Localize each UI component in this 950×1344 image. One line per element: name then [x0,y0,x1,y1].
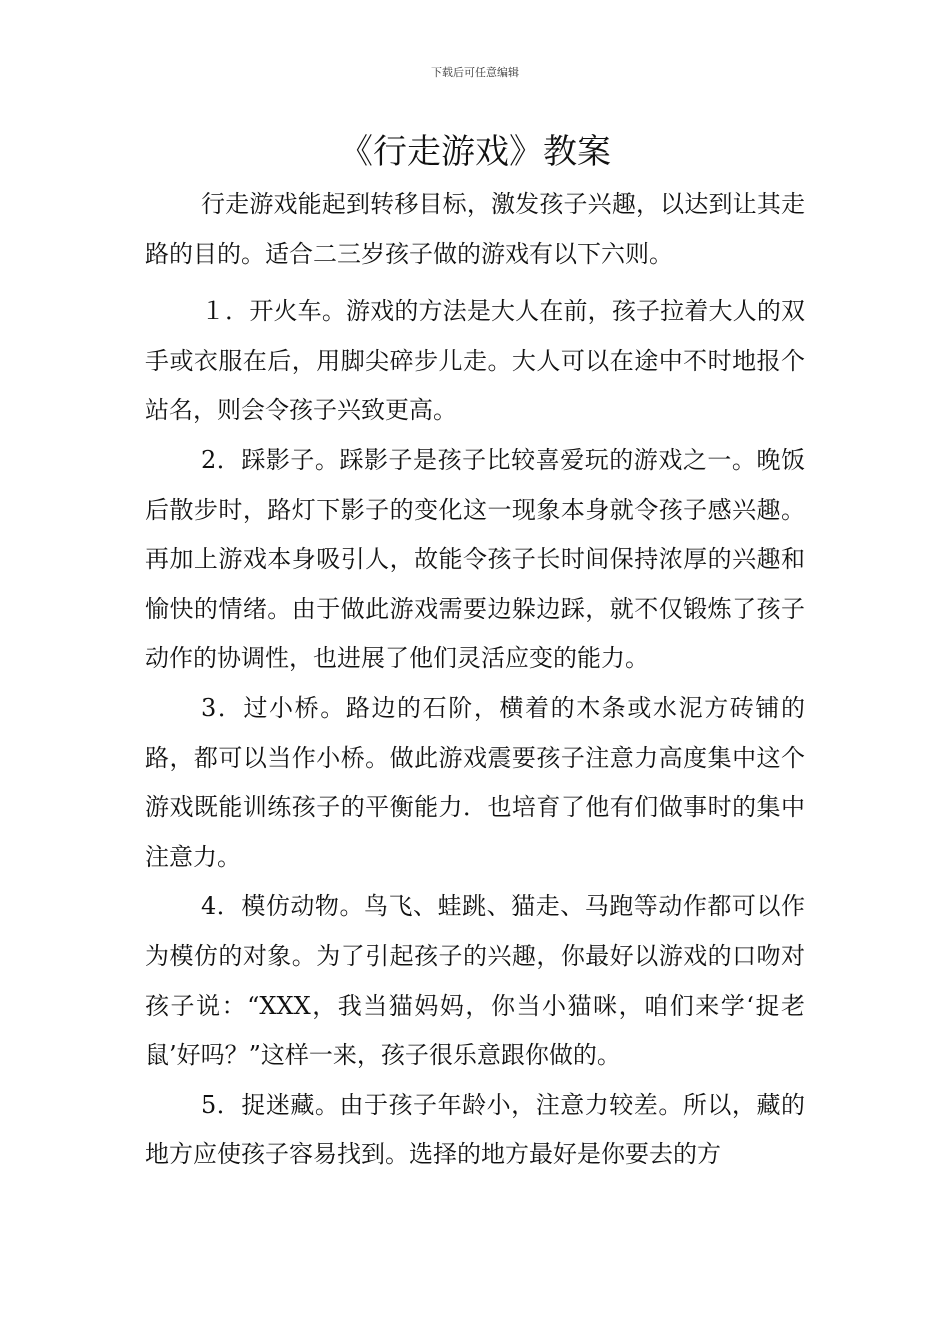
paragraph-item-5: 5．捉迷藏。由于孩子年龄小，注意力较差。所以，藏的地方应使孩子容易找到。选择的地方最好是你要去的方 [145,1090,805,1169]
paragraph-intro: 行走游戏能起到转移目标，激发孩子兴趣，以达到让其走路的目的。适合二三岁孩子做的游戏有以下六则。 [145,190,805,268]
paragraph-item-2: 2．踩影子。踩影子是孩子比较喜爱玩的游戏之一。晚饭后散步时，路灯下影子的变化这一现象本身就令孩子感兴趣。再加上游戏本身吸引人，故能令孩子长时间保持浓厚的兴趣和愉快的情绪。由于做此游戏需要边躲边踩，就不仅锻炼了孩子动作的协调性，也进展了他们灵活应变的能力。 [145,445,805,673]
document-body [145,180,805,1180]
paragraph-item-3: 3．过小桥。路边的石阶，横着的木条或水泥方砖铺的路，都可以当作小桥。做此游戏震要孩子注意力高度集中这个游戏既能训练孩子的平衡能力．也培育了他有们做事时的集中注意力。 [145,693,805,871]
document-title: 《行走游戏》教案 [339,132,611,172]
paragraph-item-4: 4．模仿动物。鸟飞、蛙跳、猫走、马跑等动作都可以作为模仿的对象。为了引起孩子的兴趣，你最好以游戏的口吻对孩子说：“XXX，我当猫妈妈，你当小猫咪，咱们来学‘捉老鼠’好吗？”这样一来，孩子很乐意跟你做的。 [145,892,805,1070]
paragraph-item-1: １．开火车。游戏的方法是大人在前，孩子拉着大人的双手或衣服在后，用脚尖碎步儿走。大人可以在途中不时地报个站名，则会令孩子兴致更高。 [145,297,805,425]
header-note: 下载后可任意编辑 [431,66,519,79]
